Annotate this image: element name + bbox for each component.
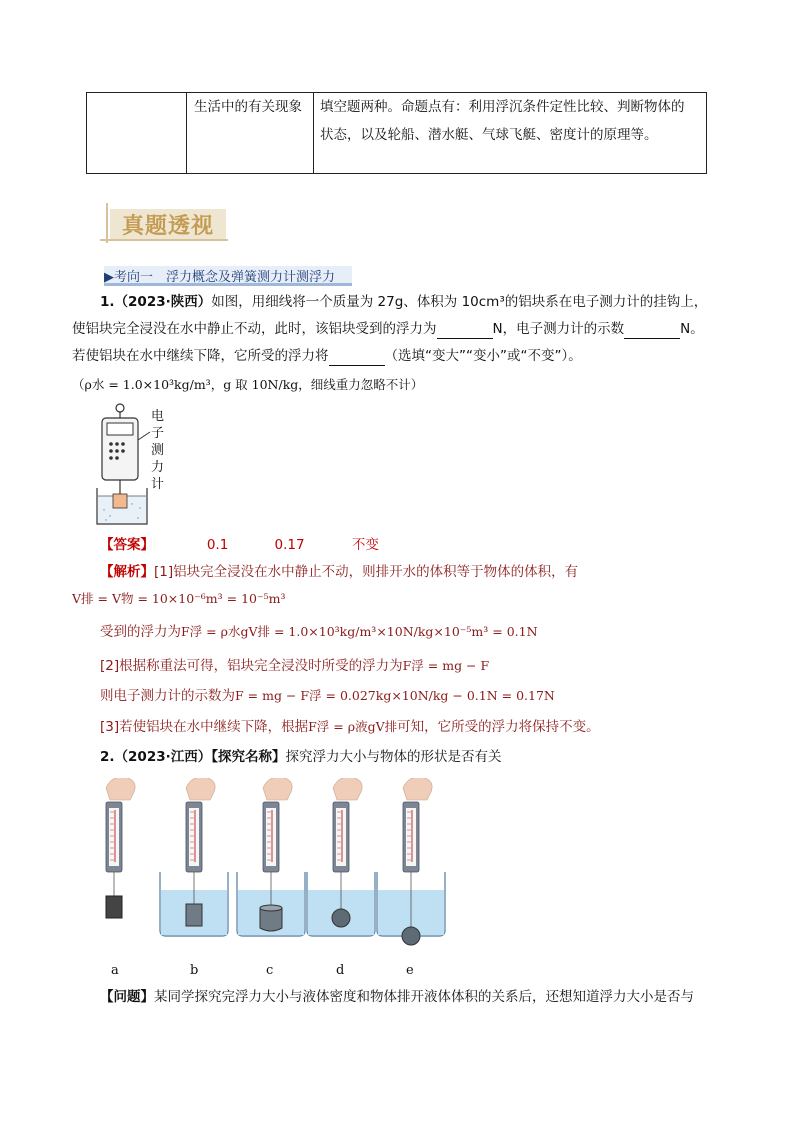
force-meter-label: 电 子 测 力 计: [151, 409, 165, 492]
q1-line2: 使铝块完全浸没在水中静止不动，此时，该铝块受到的浮力为 N，电子测力计的示数 N。: [72, 321, 704, 337]
q1-analysis-2: 受到的浮力为F浮 = ρ水gV排 = 1.0×10³kg/m³×10N/kg×10⁻⁵m³ = 0.1N: [100, 624, 538, 640]
force-meter-figure: [92, 400, 192, 530]
table-cell-phenomena: 生活中的有关现象: [194, 99, 302, 115]
q1-answer: 【答案】 0.1 0.17 不变: [100, 537, 379, 553]
table-border-left: [86, 93, 87, 173]
answer-blank-3[interactable]: [329, 351, 385, 366]
q1-line3: 若使铝块在水中继续下降，它所受的浮力将 （选填“变大”“变小”或“不变”）。: [72, 348, 582, 364]
table-cell-desc-line2: 状态，以及轮船、潜水艇、气球飞艇、密度计的原理等。: [320, 127, 658, 143]
figure-label-a: a: [111, 963, 119, 978]
section-heading: [100, 203, 228, 243]
info-table: [86, 92, 707, 174]
formula-archimedes: F浮 = ρ液gV排: [308, 719, 398, 734]
table-border-col3: [313, 93, 314, 173]
q1-analysis-3: [2]根据称重法可得，铝块完全浸没时所受的浮力为F浮 = mg − F: [100, 658, 490, 674]
table-border-col2: [186, 93, 187, 173]
q1-analysis-4: 则电子测力计的示数为F = mg − F浮 = 0.027kg×10N/kg − 0.1N = 0.17N: [100, 688, 555, 704]
figure-label-c: c: [266, 963, 274, 978]
answer-blank-2[interactable]: [624, 324, 680, 339]
formula-displaced-volume: V排 = V物 = 10×10⁻⁶m³ = 10⁻⁵m³: [72, 591, 286, 606]
q1-analysis-5: [3]若使铝块在水中继续下降，根据F浮 = ρ液gV排可知，它所受的浮力将保持不变。: [100, 719, 600, 735]
answer-blank-1[interactable]: [437, 324, 493, 339]
q1-given: （ρ水 = 1.0×10³kg/m³，g 取 10N/kg，细线重力忽略不计）: [72, 377, 424, 392]
table-cell-desc-line1: 填空题两种。命题点有：利用浮沉条件定性比较、判断物体的: [320, 99, 685, 115]
figure-label-e: e: [406, 963, 414, 978]
figure-label-d: d: [336, 963, 345, 978]
experiment-figure: [90, 778, 450, 960]
formula-buoyancy: F浮 = ρ水gV排 = 1.0×10³kg/m³×10N/kg×10⁻⁵m³ = 0.1N: [181, 624, 538, 639]
topic-banner-text: ▶考向一 浮力概念及弹簧测力计测浮力: [104, 270, 335, 285]
section-heading-text: 真题透视: [122, 213, 215, 239]
q2-line1: 2.（2023·江西）【探究名称】探究浮力大小与物体的形状是否有关: [100, 749, 502, 765]
formula-reading: F = mg − F浮 = 0.027kg×10N/kg − 0.1N = 0.17N: [235, 688, 555, 703]
topic-banner: [104, 266, 335, 285]
table-border-right: [706, 93, 707, 173]
figure-label-b: b: [190, 963, 199, 978]
q1-line1: 1.（2023·陕西）如图，用细线将一个质量为 27g、体积为 10cm³的铝块系在电子测力计的挂钩上，: [100, 294, 708, 310]
q1-analysis-1: 【解析】[1]铝块完全浸没在水中静止不动，则排开水的体积等于物体的体积，有: [100, 564, 579, 580]
q2-question: 【问题】某同学探究完浮力大小与液体密度和物体排开液体体积的关系后，还想知道浮力大小是否与: [100, 989, 694, 1005]
formula-weighing: F浮 = mg − F: [402, 658, 490, 673]
